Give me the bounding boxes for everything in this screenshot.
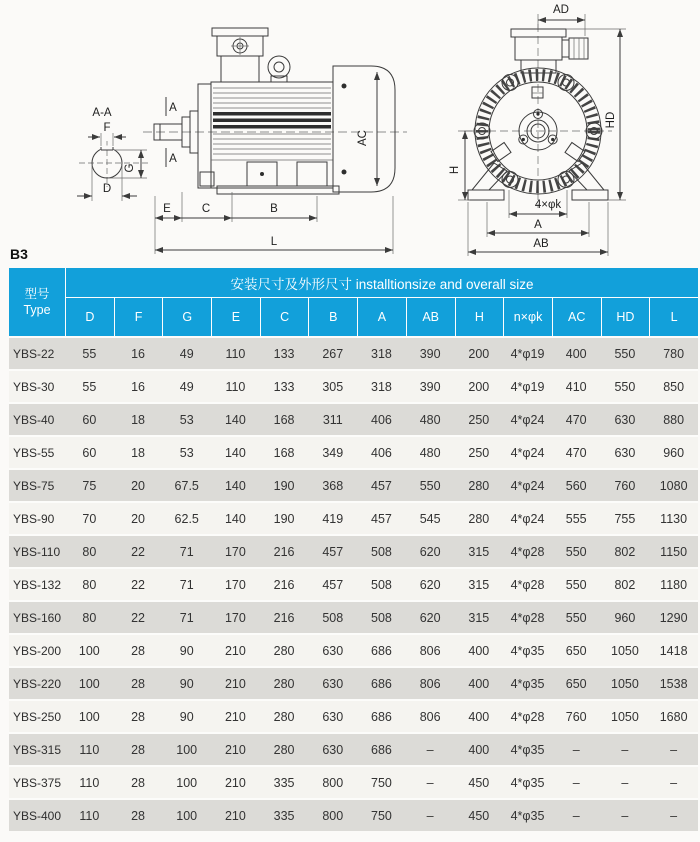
- dimension-value-cell: 400: [455, 699, 504, 732]
- table-row: [9, 666, 698, 699]
- dimension-value-cell: 480: [406, 435, 455, 468]
- dimension-value-cell: 18: [114, 435, 163, 468]
- dimension-value-cell: 210: [211, 798, 260, 831]
- dimension-value-cell: 800: [308, 765, 357, 798]
- table-row: [9, 633, 698, 666]
- dimension-value-cell: 71: [162, 534, 211, 567]
- dimension-value-cell: 22: [114, 600, 163, 633]
- type-header-zh: 型号: [24, 286, 50, 301]
- dimension-value-cell: 508: [308, 600, 357, 633]
- type-column-header: [9, 268, 65, 336]
- dimension-value-cell: 4*φ35: [503, 765, 552, 798]
- model-type-cell: YBS-220: [9, 666, 65, 699]
- table-row: [9, 600, 698, 633]
- shaft-section-detail: [77, 133, 151, 201]
- section-marker-bottom: A: [169, 153, 177, 165]
- dimension-value-cell: 4*φ24: [503, 468, 552, 501]
- model-type-cell: YBS-315: [9, 732, 65, 765]
- dimension-value-cell: 4*φ35: [503, 666, 552, 699]
- dimension-value-cell: 630: [308, 633, 357, 666]
- dimension-value-cell: 686: [357, 732, 406, 765]
- model-type-cell: YBS-90: [9, 501, 65, 534]
- dimension-table: [9, 268, 698, 831]
- motor-side-body: [143, 28, 407, 194]
- dimension-value-cell: 650: [552, 633, 601, 666]
- dimension-value-cell: 250: [455, 402, 504, 435]
- dimension-value-cell: 806: [406, 666, 455, 699]
- dimension-value-cell: 210: [211, 633, 260, 666]
- dimension-value-cell: 880: [649, 402, 698, 435]
- dimension-value-cell: 335: [260, 765, 309, 798]
- dimension-value-cell: 90: [162, 633, 211, 666]
- dimension-value-cell: 368: [308, 468, 357, 501]
- model-type-cell: YBS-110: [9, 534, 65, 567]
- dimension-value-cell: 550: [552, 600, 601, 633]
- dimension-value-cell: 315: [455, 534, 504, 567]
- type-header-en: Type: [23, 303, 51, 317]
- dimension-value-cell: 140: [211, 468, 260, 501]
- dimension-value-cell: 28: [114, 666, 163, 699]
- rear-housing: [333, 66, 395, 192]
- dimension-value-cell: 133: [260, 369, 309, 402]
- dimension-value-cell: 560: [552, 468, 601, 501]
- dimension-value-cell: –: [406, 732, 455, 765]
- dimension-value-cell: 755: [601, 501, 650, 534]
- dimension-value-cell: 71: [162, 567, 211, 600]
- dimension-value-cell: 280: [260, 633, 309, 666]
- dimension-value-cell: 400: [455, 732, 504, 765]
- dimension-value-cell: –: [552, 798, 601, 831]
- dimension-value-cell: 508: [357, 600, 406, 633]
- dimension-value-cell: 630: [308, 699, 357, 732]
- dimension-value-cell: 400: [552, 336, 601, 369]
- dimension-value-cell: 210: [211, 732, 260, 765]
- dim-g-label: G: [124, 163, 136, 173]
- dimension-value-cell: 4*φ24: [503, 435, 552, 468]
- table-row: [9, 402, 698, 435]
- dimension-value-cell: 28: [114, 633, 163, 666]
- model-type-cell: YBS-375: [9, 765, 65, 798]
- dimension-value-cell: 686: [357, 666, 406, 699]
- dimension-value-cell: 315: [455, 567, 504, 600]
- dimension-value-cell: 168: [260, 402, 309, 435]
- model-type-cell: YBS-250: [9, 699, 65, 732]
- dimension-value-cell: 1418: [649, 633, 698, 666]
- dimension-value-cell: 55: [65, 369, 114, 402]
- dimension-value-cell: 450: [455, 798, 504, 831]
- dimension-value-cell: 760: [552, 699, 601, 732]
- dimension-value-cell: 750: [357, 798, 406, 831]
- dimension-value-cell: 470: [552, 402, 601, 435]
- bolt-holes-note: 4×φk: [534, 199, 562, 211]
- dimension-value-cell: 960: [601, 600, 650, 633]
- dimension-value-cell: –: [649, 798, 698, 831]
- dimension-value-cell: 100: [65, 633, 114, 666]
- column-header-HD: HD: [601, 297, 650, 336]
- dimension-value-cell: 318: [357, 336, 406, 369]
- group-header: 安装尺寸及外形尺寸 installtionsize and overall size: [65, 268, 698, 297]
- dimension-value-cell: 686: [357, 699, 406, 732]
- dimension-value-cell: 406: [357, 402, 406, 435]
- dimension-value-cell: 620: [406, 600, 455, 633]
- motor-front-view-drawing: [408, 0, 700, 258]
- dimension-value-cell: 80: [65, 534, 114, 567]
- dimension-value-cell: 620: [406, 534, 455, 567]
- dimension-value-cell: 800: [308, 798, 357, 831]
- table-row: [9, 501, 698, 534]
- dimension-value-cell: –: [406, 798, 455, 831]
- dimension-value-cell: 4*φ35: [503, 732, 552, 765]
- dimension-value-cell: 110: [211, 369, 260, 402]
- dim-a-label: A: [534, 219, 542, 231]
- table-row: [9, 567, 698, 600]
- dimension-value-cell: –: [601, 732, 650, 765]
- dimension-value-cell: –: [552, 732, 601, 765]
- dimension-value-cell: 20: [114, 501, 163, 534]
- dimension-value-cell: 802: [601, 567, 650, 600]
- table-row: [9, 732, 698, 765]
- dimension-value-cell: 28: [114, 732, 163, 765]
- dim-hd-label: HD: [605, 111, 617, 129]
- group-header-row: [9, 268, 698, 297]
- dimension-value-cell: –: [406, 765, 455, 798]
- column-header-E: E: [211, 297, 260, 336]
- dim-e-label: E: [163, 203, 171, 215]
- dimension-value-cell: 4*φ24: [503, 501, 552, 534]
- dimension-value-cell: 390: [406, 336, 455, 369]
- dimension-value-cell: 133: [260, 336, 309, 369]
- dimension-value-cell: 650: [552, 666, 601, 699]
- dimension-value-cell: 550: [552, 567, 601, 600]
- dimension-value-cell: 390: [406, 369, 455, 402]
- table-row: [9, 435, 698, 468]
- dimension-value-cell: 4*φ19: [503, 369, 552, 402]
- model-type-cell: YBS-132: [9, 567, 65, 600]
- dimension-value-cell: 170: [211, 534, 260, 567]
- terminal-box-front: [511, 29, 588, 73]
- dimension-value-cell: 110: [65, 765, 114, 798]
- dimension-value-cell: 140: [211, 435, 260, 468]
- dimension-value-cell: 280: [260, 732, 309, 765]
- section-marker-top: A: [169, 102, 177, 114]
- table-row: [9, 369, 698, 402]
- dimension-value-cell: 210: [211, 765, 260, 798]
- dimension-value-cell: 850: [649, 369, 698, 402]
- column-header-AB: AB: [406, 297, 455, 336]
- dimension-value-cell: 280: [455, 501, 504, 534]
- dim-ad-label: AD: [553, 4, 569, 16]
- dimension-value-cell: 305: [308, 369, 357, 402]
- dimension-value-cell: 806: [406, 633, 455, 666]
- dim-b-label: B: [270, 203, 278, 215]
- dimension-value-cell: 28: [114, 699, 163, 732]
- model-type-cell: YBS-200: [9, 633, 65, 666]
- dim-f-label: F: [103, 122, 111, 134]
- dimension-value-cell: 90: [162, 699, 211, 732]
- dimension-value-cell: 406: [357, 435, 406, 468]
- column-header-B: B: [308, 297, 357, 336]
- dimension-value-cell: 170: [211, 567, 260, 600]
- dimension-value-cell: –: [552, 765, 601, 798]
- dimension-value-cell: 630: [308, 732, 357, 765]
- dimension-value-cell: 110: [65, 798, 114, 831]
- dimension-value-cell: 450: [455, 765, 504, 798]
- dim-h-label: H: [449, 165, 461, 175]
- dimension-value-cell: 4*φ28: [503, 567, 552, 600]
- dimension-value-cell: 22: [114, 567, 163, 600]
- dim-d-label: D: [102, 183, 112, 195]
- dimension-value-cell: 780: [649, 336, 698, 369]
- dimension-value-cell: 315: [455, 600, 504, 633]
- dimension-value-cell: 168: [260, 435, 309, 468]
- mounting-feet-side: [217, 162, 339, 194]
- dimension-value-cell: 550: [406, 468, 455, 501]
- dimension-value-cell: 349: [308, 435, 357, 468]
- dimension-value-cell: 200: [455, 336, 504, 369]
- column-header-F: F: [114, 297, 163, 336]
- column-header-D: D: [65, 297, 114, 336]
- dimension-value-cell: 550: [552, 534, 601, 567]
- dimension-value-cell: 190: [260, 501, 309, 534]
- dimension-value-cell: 200: [455, 369, 504, 402]
- dimension-value-cell: 1290: [649, 600, 698, 633]
- dimension-value-cell: 630: [601, 402, 650, 435]
- motor-side-view-drawing: [55, 0, 415, 258]
- dimension-value-cell: 67.5: [162, 468, 211, 501]
- section-aa-label: A-A: [92, 107, 112, 119]
- dimension-value-cell: 70: [65, 501, 114, 534]
- dimension-value-cell: 140: [211, 402, 260, 435]
- dimension-value-cell: 28: [114, 798, 163, 831]
- dimension-value-cell: 100: [162, 732, 211, 765]
- dimension-value-cell: 400: [455, 666, 504, 699]
- dimension-value-cell: 60: [65, 435, 114, 468]
- dimension-value-cell: 190: [260, 468, 309, 501]
- dimension-value-cell: 71: [162, 600, 211, 633]
- model-type-cell: YBS-160: [9, 600, 65, 633]
- column-header-H: H: [455, 297, 504, 336]
- dimension-value-cell: 216: [260, 567, 309, 600]
- dimension-value-cell: 4*φ19: [503, 336, 552, 369]
- table-row: [9, 336, 698, 369]
- column-header-G: G: [162, 297, 211, 336]
- dimension-value-cell: 410: [552, 369, 601, 402]
- dimension-value-cell: 250: [455, 435, 504, 468]
- dimension-value-cell: 686: [357, 633, 406, 666]
- dimension-value-cell: 110: [65, 732, 114, 765]
- dimension-value-cell: 960: [649, 435, 698, 468]
- column-header-C: C: [260, 297, 309, 336]
- model-type-cell: YBS-400: [9, 798, 65, 831]
- table-row: [9, 699, 698, 732]
- dimension-value-cell: 53: [162, 435, 211, 468]
- dimension-value-cell: 318: [357, 369, 406, 402]
- dimension-value-cell: 1680: [649, 699, 698, 732]
- dimension-value-cell: 4*φ35: [503, 798, 552, 831]
- column-header-A: A: [357, 297, 406, 336]
- dimension-value-cell: 210: [211, 699, 260, 732]
- dimension-value-cell: 550: [601, 336, 650, 369]
- dimension-value-cell: 100: [65, 666, 114, 699]
- dim-c-label: C: [201, 203, 211, 215]
- dimension-value-cell: 90: [162, 666, 211, 699]
- dimension-value-cell: 22: [114, 534, 163, 567]
- dimension-value-cell: 280: [260, 666, 309, 699]
- dimension-value-cell: –: [649, 765, 698, 798]
- dimension-value-cell: 457: [357, 501, 406, 534]
- dimension-value-cell: 49: [162, 336, 211, 369]
- dimension-value-cell: 806: [406, 699, 455, 732]
- dimension-value-cell: 216: [260, 534, 309, 567]
- dimension-value-cell: 18: [114, 402, 163, 435]
- dimension-value-cell: 55: [65, 336, 114, 369]
- model-type-cell: YBS-55: [9, 435, 65, 468]
- dim-l-label: L: [270, 236, 278, 248]
- dimension-value-cell: 80: [65, 567, 114, 600]
- dimension-value-cell: 4*φ35: [503, 633, 552, 666]
- dimension-value-cell: 4*φ28: [503, 600, 552, 633]
- dimension-value-cell: 550: [601, 369, 650, 402]
- dimension-value-cell: 4*φ28: [503, 534, 552, 567]
- dimension-value-cell: 620: [406, 567, 455, 600]
- dimension-value-cell: 311: [308, 402, 357, 435]
- dimension-value-cell: 62.5: [162, 501, 211, 534]
- dimension-value-cell: 555: [552, 501, 601, 534]
- dimension-value-cell: 170: [211, 600, 260, 633]
- table-row: [9, 798, 698, 831]
- dimension-value-cell: 267: [308, 336, 357, 369]
- dimension-value-cell: 28: [114, 765, 163, 798]
- dimension-value-cell: 100: [162, 798, 211, 831]
- dimension-value-cell: 53: [162, 402, 211, 435]
- dimension-value-cell: 802: [601, 534, 650, 567]
- dimension-value-cell: 4*φ24: [503, 402, 552, 435]
- dimension-value-cell: 1180: [649, 567, 698, 600]
- model-type-cell: YBS-22: [9, 336, 65, 369]
- table-header: [9, 268, 698, 336]
- column-header-n×φk: n×φk: [503, 297, 552, 336]
- column-header-AC: AC: [552, 297, 601, 336]
- dimension-value-cell: –: [649, 732, 698, 765]
- mounting-code-label: B3: [10, 246, 28, 262]
- table-row: [9, 534, 698, 567]
- dimension-value-cell: 419: [308, 501, 357, 534]
- dimension-value-cell: 216: [260, 600, 309, 633]
- dimension-value-cell: 1538: [649, 666, 698, 699]
- dimension-value-cell: 335: [260, 798, 309, 831]
- column-header-L: L: [649, 297, 698, 336]
- model-type-cell: YBS-40: [9, 402, 65, 435]
- dimension-value-cell: 545: [406, 501, 455, 534]
- dimension-value-cell: 60: [65, 402, 114, 435]
- dim-ac-label: AC: [357, 130, 369, 146]
- dimension-value-cell: 630: [601, 435, 650, 468]
- dimension-value-cell: 750: [357, 765, 406, 798]
- dimension-value-cell: 80: [65, 600, 114, 633]
- table-row: [9, 765, 698, 798]
- dimension-value-cell: 1150: [649, 534, 698, 567]
- dimension-value-cell: 100: [162, 765, 211, 798]
- dimension-value-cell: 1130: [649, 501, 698, 534]
- dimension-value-cell: 49: [162, 369, 211, 402]
- dimension-value-cell: 1050: [601, 699, 650, 732]
- dimension-value-cell: 457: [308, 567, 357, 600]
- dimension-value-cell: 210: [211, 666, 260, 699]
- column-header-row: [9, 297, 698, 336]
- dimension-value-cell: 470: [552, 435, 601, 468]
- dimension-value-cell: 457: [357, 468, 406, 501]
- dimension-value-cell: 760: [601, 468, 650, 501]
- table-row: [9, 468, 698, 501]
- eyebolt: [268, 56, 290, 82]
- dimension-value-cell: 280: [260, 699, 309, 732]
- dimension-value-cell: –: [601, 798, 650, 831]
- dimension-value-cell: 110: [211, 336, 260, 369]
- dimension-value-cell: 1050: [601, 666, 650, 699]
- dimension-value-cell: 508: [357, 534, 406, 567]
- dimension-value-cell: 280: [455, 468, 504, 501]
- dimension-value-cell: 630: [308, 666, 357, 699]
- dimension-value-cell: 16: [114, 369, 163, 402]
- model-type-cell: YBS-75: [9, 468, 65, 501]
- motor-front-body: [464, 24, 612, 208]
- dimension-value-cell: 16: [114, 336, 163, 369]
- dimension-value-cell: 75: [65, 468, 114, 501]
- dimension-value-cell: 1080: [649, 468, 698, 501]
- technical-drawings: [0, 0, 700, 262]
- dim-ab-label: AB: [533, 238, 549, 250]
- terminal-box-side: [212, 28, 268, 82]
- model-type-cell: YBS-30: [9, 369, 65, 402]
- dimension-value-cell: 1050: [601, 633, 650, 666]
- dimension-value-cell: 400: [455, 633, 504, 666]
- dimension-value-cell: 457: [308, 534, 357, 567]
- dimension-value-cell: –: [601, 765, 650, 798]
- table-body: [9, 336, 698, 831]
- dimension-value-cell: 100: [65, 699, 114, 732]
- dimension-value-cell: 140: [211, 501, 260, 534]
- dimension-value-cell: 480: [406, 402, 455, 435]
- dimension-value-cell: 4*φ28: [503, 699, 552, 732]
- dimension-value-cell: 508: [357, 567, 406, 600]
- dimension-value-cell: 20: [114, 468, 163, 501]
